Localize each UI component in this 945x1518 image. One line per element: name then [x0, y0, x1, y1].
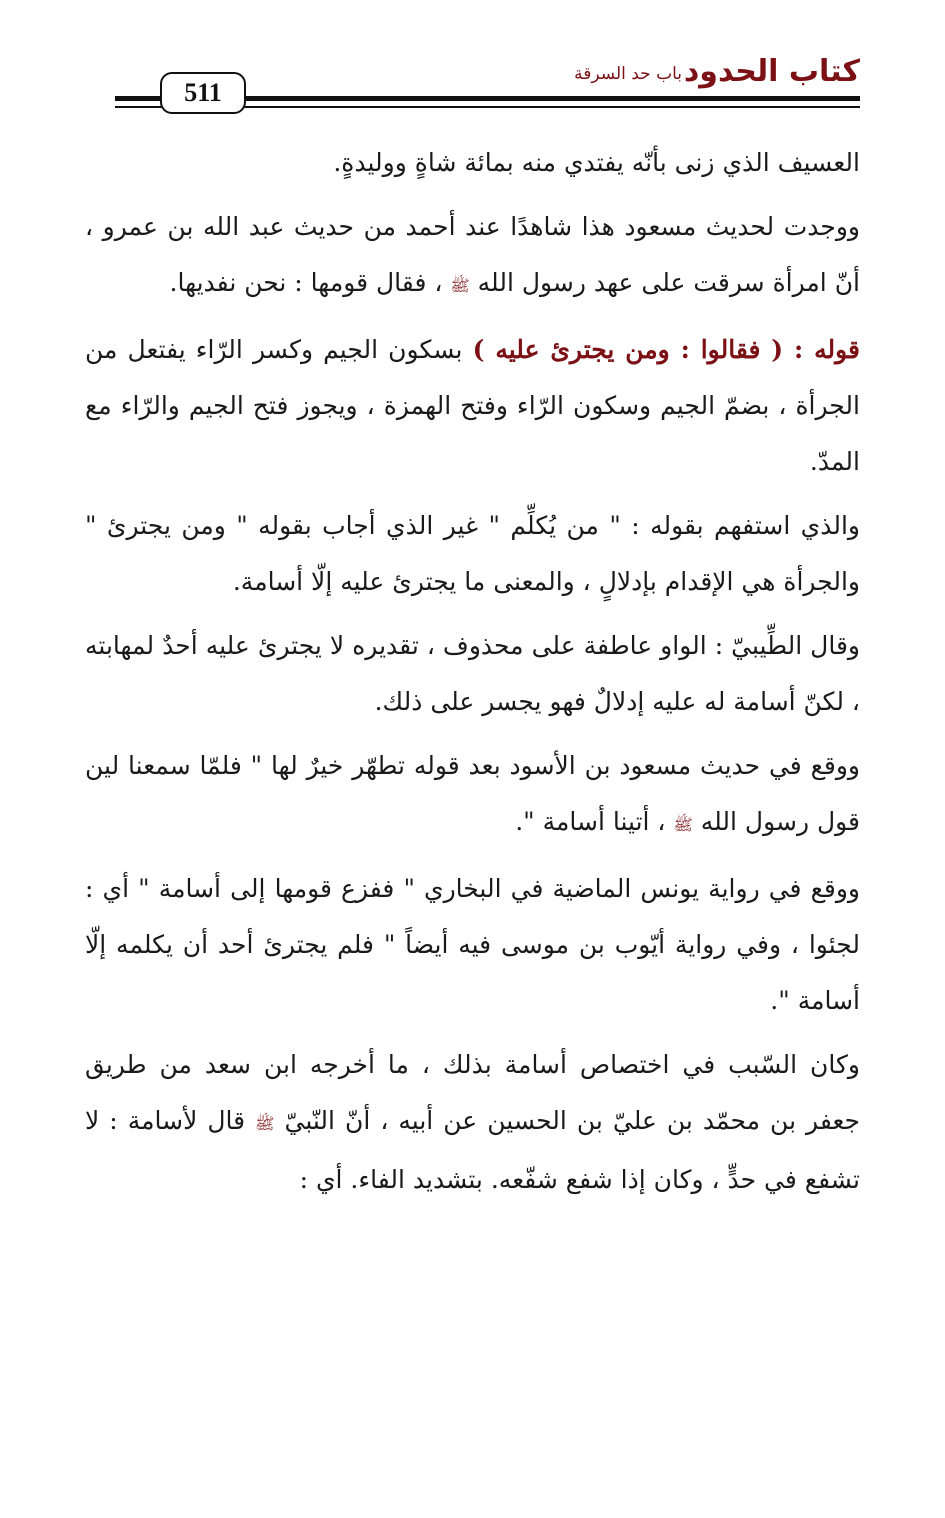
paragraph-2 — [85, 199, 860, 314]
page-number: 511 — [160, 72, 246, 114]
paragraph-2-text-a: ووجدت لحديث مسعود هذا شاهدًا عند أحمد من حديث عبد الله بن عمرو ، أنّ امرأة سرقت على عهد رسول الله — [85, 212, 860, 297]
paragraph-6 — [85, 738, 860, 853]
salutation-glyph: ﷺ — [450, 276, 470, 295]
paragraph-8 — [85, 1037, 860, 1208]
paragraph-3-text: بسكون الجيم وكسر الرّاء يفتعل من الجرأة ، بضمّ الجيم وسكون الرّاء وفتح الهمزة ، ويجوز فتح الجيم والرّاء مع المدّ. — [85, 335, 860, 476]
paragraph-4-text: والذي استفهم بقوله : " من يُكلِّم " غير الذي أجاب بقوله " ومن يجترئ " والجرأة هي الإقدام بإدلالٍ ، والمعنى ما يجترئ عليه إلّا أسامة. — [85, 511, 860, 596]
chapter-title: باب حد السرقة — [574, 64, 682, 84]
page-header — [115, 50, 860, 112]
paragraph-7-text: ووقع في رواية يونس الماضية في البخاري " ففزع قومها إلى أسامة " أي : لجئوا ، وفي رواية أيّوب بن موسى فيه أيضاً " فلم يجترئ أحد أن يكلمه إلّا أسامة ". — [85, 874, 860, 1015]
paragraph-1-text: العسيف الذي زنى بأنّه يفتدي منه بمائة شاةٍ ووليدةٍ. — [333, 148, 860, 177]
paragraph-5-text: وقال الطِّيبيّ : الواو عاطفة على محذوف ، تقديره لا يجترئ عليه أحدٌ لمهابته ، لكنّ أسامة له عليه إدلالٌ فهو يجسر على ذلك. — [85, 631, 860, 716]
paragraph-1 — [85, 135, 860, 191]
book-title: كتاب الحدود — [683, 54, 860, 89]
paragraph-4 — [85, 498, 860, 610]
paragraph-8-text-b: قال لأسامة : لا تشفع في حدٍّ ، وكان إذا شفع شفّعه. بتشديد الفاء. أي : — [85, 1106, 860, 1194]
paragraph-2-text-b: ، فقال قومها : نحن نفديها. — [169, 268, 443, 297]
paragraph-6-text-a: ووقع في حديث مسعود بن الأسود بعد قوله تطهّر خيرٌ لها " فلمّا سمعنا لين قول رسول الله — [85, 751, 860, 836]
salutation-glyph: ﷺ — [255, 1114, 275, 1133]
paragraph-3 — [85, 322, 860, 490]
paragraph-6-text-b: ، أتينا أسامة ". — [515, 807, 666, 836]
paragraph-5 — [85, 618, 860, 730]
quoted-phrase: قوله : ( فقالوا : ومن يجترئ عليه ) — [472, 335, 860, 364]
paragraph-8-text-a: وكان السّبب في اختصاص أسامة بذلك ، ما أخرجه ابن سعد من طريق جعفر بن محمّد بن عليّ بن الحسين عن أبيه ، أنّ النّبيّ — [85, 1050, 860, 1135]
paragraph-7 — [85, 861, 860, 1029]
page-body — [85, 135, 860, 1216]
salutation-glyph: ﷺ — [673, 815, 693, 834]
